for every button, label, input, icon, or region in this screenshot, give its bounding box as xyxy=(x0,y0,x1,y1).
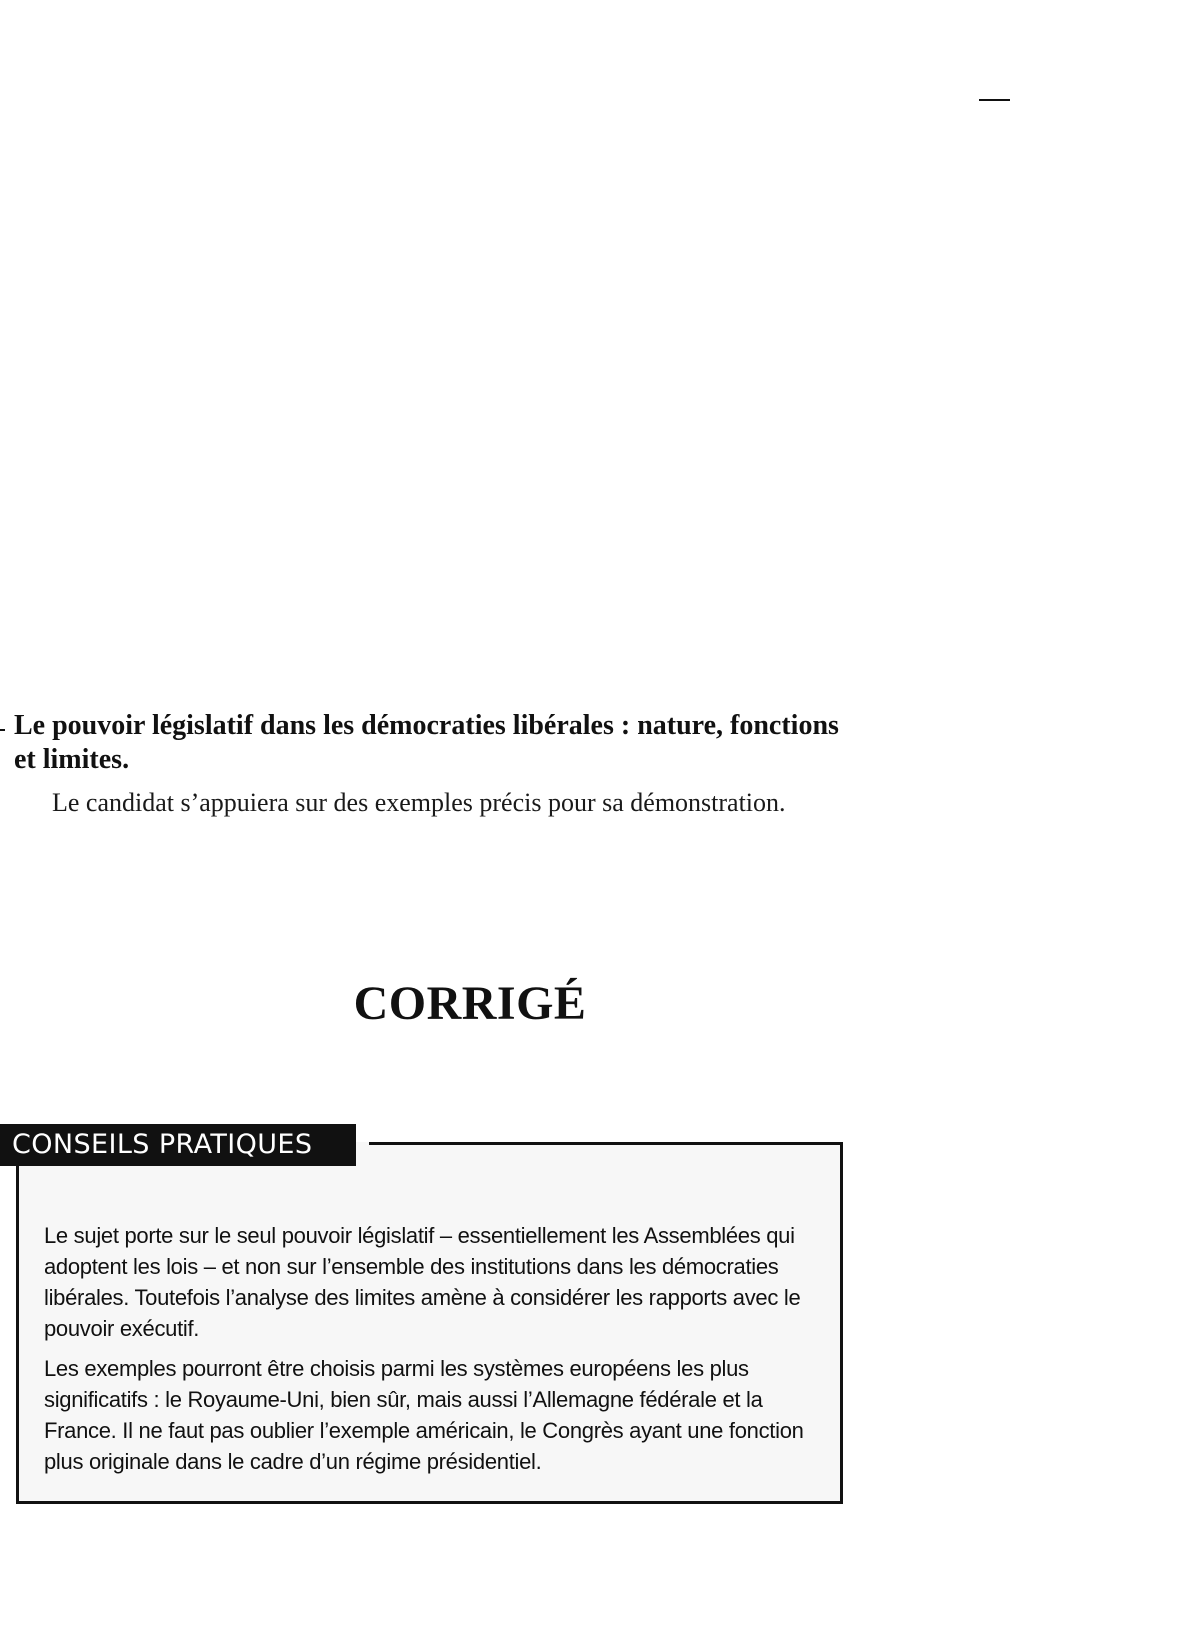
page-edge-mark xyxy=(979,99,1010,101)
subject-title: Le pouvoir législatif dans les démocraties libérales : nature, fonctions et limites. xyxy=(14,710,839,775)
tips-paragraph-examples: Les exemples pourront être choisis parmi les systèmes européens les plus significatifs : le Royaume-Uni, bien sûr, mais aussi l’Allemagne fédérale et la France. Il ne faut pas oublier l’exemple américain, le Congrès ayant une fonction plus originale dans le cadre d’un régime présidentiel. xyxy=(44,1356,804,1474)
practical-tips-body xyxy=(44,1220,824,1486)
tips-paragraph-scope: Le sujet porte sur le seul pouvoir législatif – essentiellement les Assemblées qui adoptent les lois – et non sur l’ensemble des institutions dans les démocraties libérales. Toutefois l’analyse des limites amène à considérer les rapports avec le pouvoir exécutif. xyxy=(44,1223,801,1341)
practical-tips-top-rule xyxy=(369,1142,843,1145)
subject-bullet-mark xyxy=(0,729,5,731)
practical-tips-header: CONSEILS PRATIQUES xyxy=(0,1124,356,1166)
subject-instruction: Le candidat s’appuiera sur des exemples précis pour sa démonstration. xyxy=(52,788,786,817)
corrige-heading: CORRIGÉ xyxy=(353,977,587,1030)
